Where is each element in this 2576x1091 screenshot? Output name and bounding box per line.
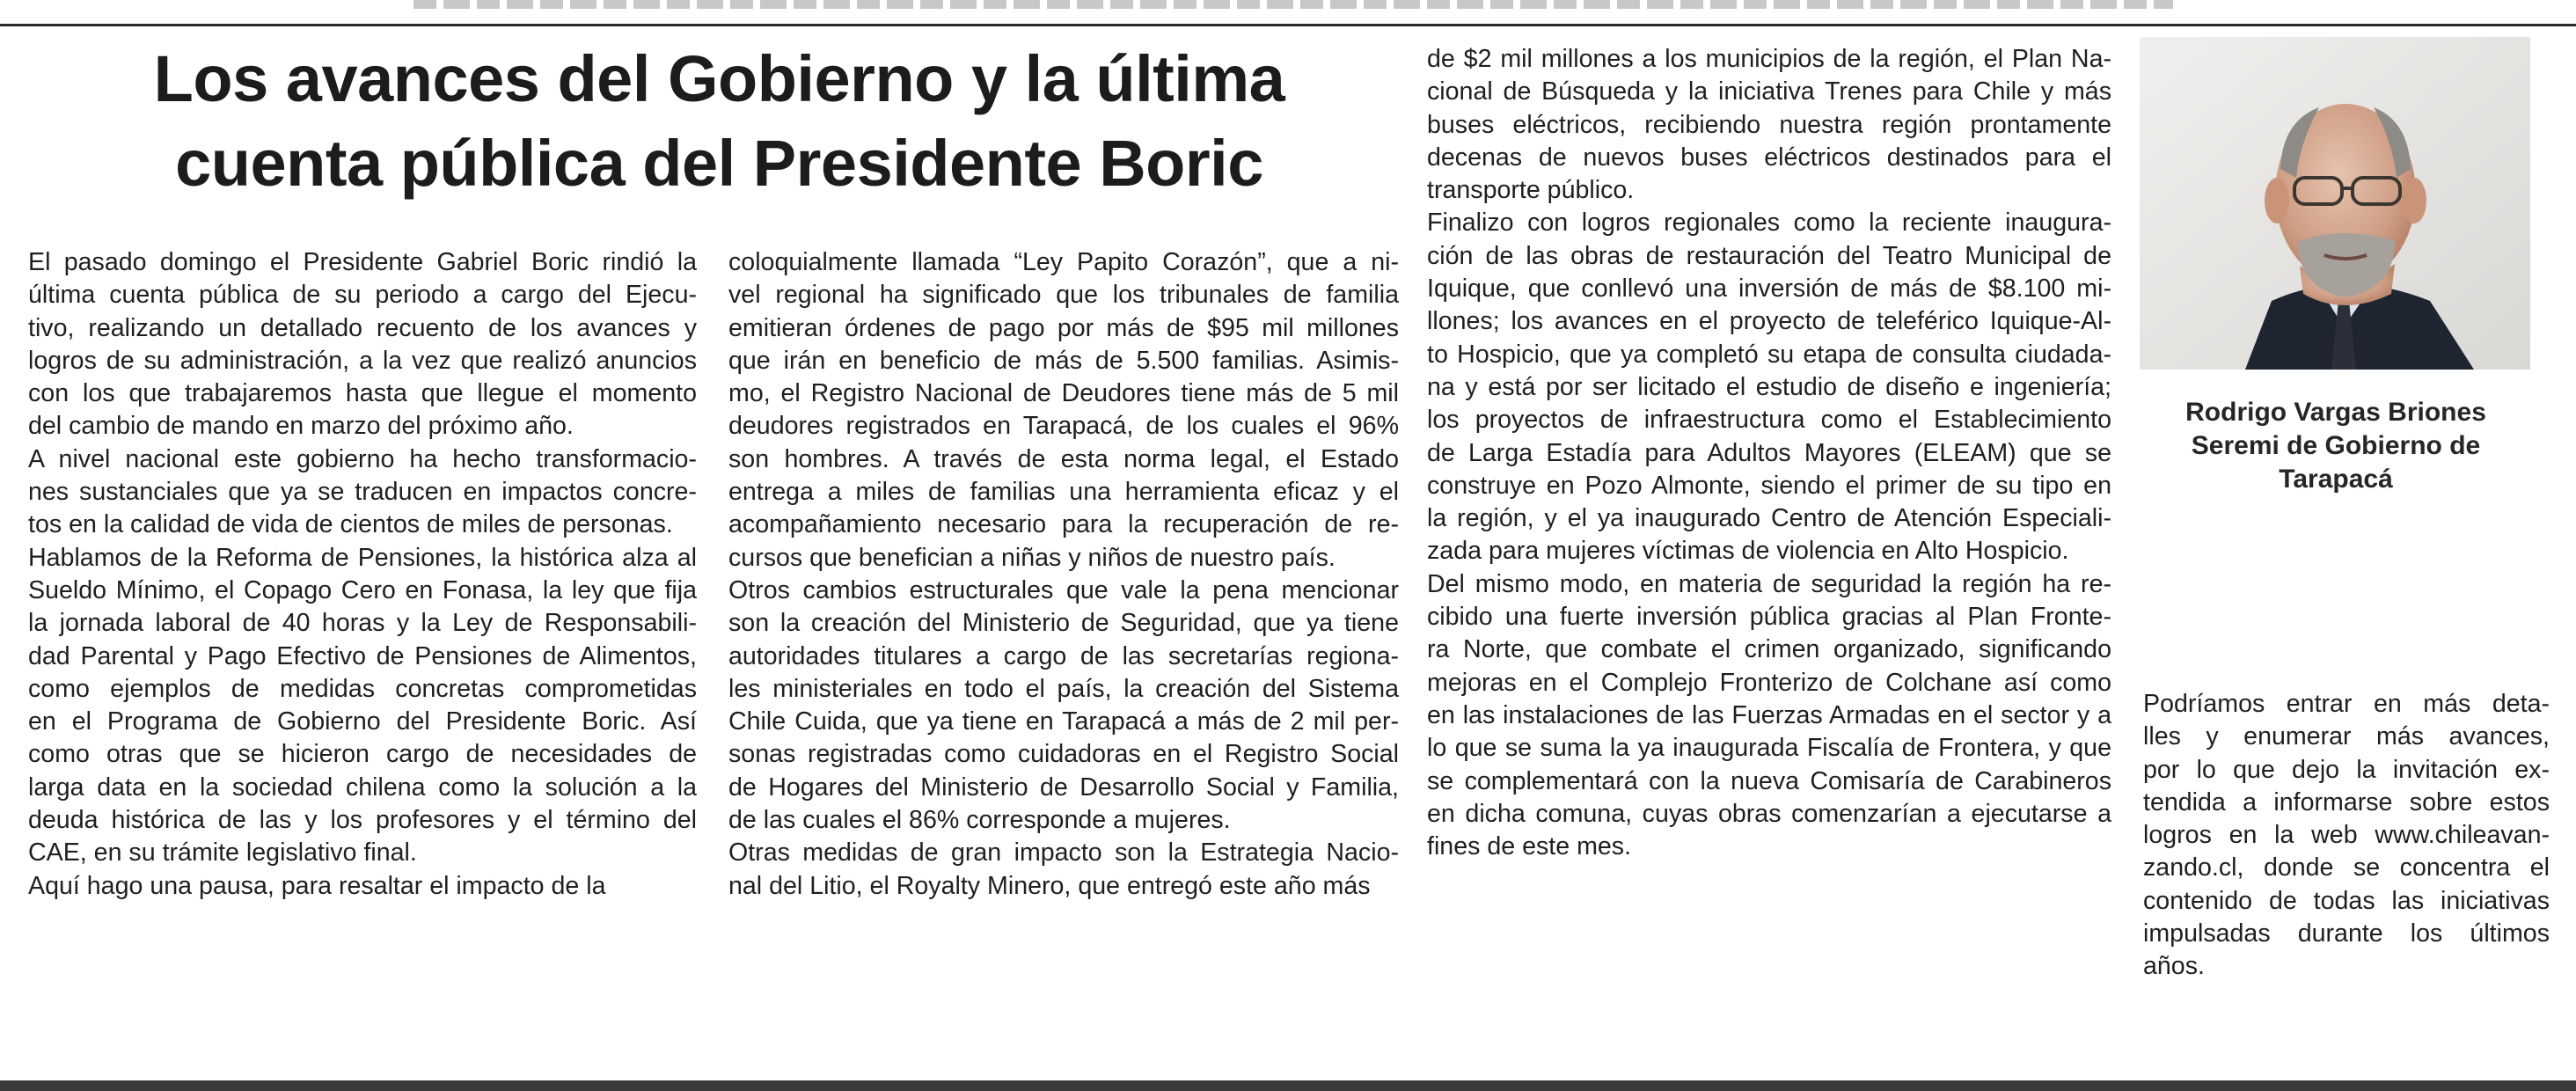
text-line: Del mismo modo, en materia de seguridad la región ha re- [1427, 569, 2111, 598]
text-line: logros de su administración, a la vez que realizó anuncios [28, 346, 697, 375]
text-line: decenas de nuevos buses eléctricos destinados para el [1427, 143, 2111, 172]
text-line: en las instalaciones de las Fuerzas Armadas en el sector y a [1427, 700, 2111, 729]
text-line: mo, el Registro Nacional de Deudores tiene más de 5 mil [728, 379, 1399, 408]
author-name: Rodrigo Vargas Briones [2185, 398, 2486, 427]
text-line: emitieran órdenes de pago por más de $95 mil millones [728, 313, 1399, 342]
text-line: fines de este mes. [1427, 832, 1632, 861]
text-line: zada para mujeres víctimas de violencia en Alto Hospicio. [1427, 537, 2069, 566]
text-line: años. [2143, 952, 2205, 981]
author-photo [2140, 37, 2530, 370]
text-line: to Hospicio, que ya completó su etapa de consulta ciudada- [1427, 340, 2111, 369]
text-line: contenido de todas las iniciativas [2143, 886, 2550, 915]
article-column-2 [728, 246, 1399, 903]
text-line: la región, y el ya inaugurado Centro de Atención Especiali- [1427, 504, 2111, 533]
text-line: de las cuales el 86% corresponde a mujeres. [728, 806, 1231, 835]
text-line: del cambio de mando en marzo del próximo año. [28, 412, 574, 441]
article-column-4 [2143, 688, 2550, 984]
text-line: construye en Pozo Almonte, siendo el primer de su tipo en [1427, 471, 2111, 500]
text-line: impulsadas durante los últimos [2143, 919, 2550, 948]
text-line: de Larga Estadía para Adultos Mayores (ELEAM) que se [1427, 438, 2111, 467]
author-caption [2133, 396, 2539, 496]
article-column-1 [28, 246, 697, 903]
author-title-line: Seremi de Gobierno de [2191, 431, 2481, 460]
text-line: la jornada laboral de 40 horas y la Ley de Responsabili- [28, 609, 697, 638]
text-line: son hombres. A través de esta norma legal, el Estado [728, 444, 1399, 473]
text-line: zando.cl, donde se concentra el [2143, 853, 2550, 882]
text-line: Hablamos de la Reforma de Pensiones, la histórica alza al [28, 543, 697, 572]
text-line: ra Norte, que combate el crimen organizado, significando [1427, 635, 2111, 664]
text-line: na y está por ser licitado el estudio de diseño e ingeniería; [1427, 372, 2111, 401]
text-line: de $2 mil millones a los municipios de la región, el Plan Na- [1427, 45, 2111, 73]
headline-line: Los avances del Gobierno y la última [153, 42, 1285, 115]
previous-page-text-strip [0, 0, 2576, 23]
text-line: vel regional ha significado que los tribunales de familia [728, 281, 1399, 310]
text-line: tos en la calidad de vida de cientos de miles de personas. [28, 510, 673, 539]
text-line: en el Programa de Gobierno del Presidente Boric. Así [28, 707, 697, 736]
text-line: Otros cambios estructurales que vale la pena mencionar [728, 575, 1399, 604]
text-line: Aquí hago una pausa, para resaltar el impacto de la [28, 871, 606, 900]
text-line: tivo, realizando un detallado recuento de los avances y [28, 313, 697, 342]
author-title-line: Tarapacá [2279, 465, 2393, 494]
text-line: autoridades titulares a cargo de las secretarías regiona- [728, 641, 1399, 670]
text-line: los proyectos de infraestructura como el Establecimiento [1427, 406, 2111, 435]
text-line: buses eléctricos, recibiendo nuestra región prontamente [1427, 110, 2111, 139]
text-line: nal del Litio, el Royalty Minero, que entregó este año más [728, 871, 1371, 900]
text-line: les ministeriales en todo el país, la creación del Sistema [728, 674, 1399, 703]
text-line: cional de Búsqueda y la iniciativa Trenes para Chile y más [1427, 77, 2111, 106]
text-line: logros en la web www.chileavan- [2143, 821, 2550, 850]
text-line: Podríamos entrar en más deta- [2143, 690, 2550, 718]
text-line: como otras que se hicieron cargo de necesidades de [28, 740, 697, 769]
text-line: deudores registrados en Tarapacá, de los cuales el 96% [728, 412, 1399, 441]
text-line: Finalizo con logros regionales como la reciente inaugura- [1427, 209, 2111, 238]
text-line: en dicha comuna, cuyas obras comenzarían a ejecutarse a [1427, 799, 2111, 828]
text-line: lles y enumerar más avances, [2143, 722, 2550, 751]
text-line: coloquialmente llamada “Ley Papito Corazón”, que a ni- [728, 248, 1399, 276]
top-rule [0, 24, 2576, 26]
text-line: de Hogares del Ministerio de Desarrollo Social y Familia, [728, 772, 1399, 802]
text-line: Sueldo Mínimo, el Copago Cero en Fonasa, la ley que fija [28, 575, 697, 604]
text-line: CAE, en su trámite legislativo final. [28, 838, 417, 868]
text-line: mejoras en el Complejo Fronterizo de Colchane así como [1427, 668, 2111, 697]
text-line: ción de las obras de restauración del Teatro Municipal de [1427, 241, 2111, 270]
text-line: entrega a miles de familias una herramienta eficaz y el [728, 478, 1399, 507]
text-line: deuda histórica de las y los profesores y el término del [28, 806, 697, 835]
text-line: Iquique, que conllevó una inversión de más de $8.100 mi- [1427, 275, 2111, 304]
text-line: dad Parental y Pago Efectivo de Pensiones de Alimentos, [28, 641, 697, 670]
text-line: cursos que benefician a niñas y niños de nuestro país. [728, 543, 1336, 572]
text-line: por lo que dejo la invitación ex- [2143, 755, 2550, 784]
text-line: larga data en la sociedad chilena como la solución a la [28, 772, 697, 802]
headline [26, 37, 1412, 206]
text-line: que irán en beneficio de más de 5.500 familias. Asimis- [728, 346, 1399, 375]
text-line: se complementará con la nueva Comisaría de Carabineros [1427, 766, 2111, 795]
text-line: sonas registradas como cuidadoras en el Registro Social [728, 740, 1399, 769]
text-line: Chile Cuida, que ya tiene en Tarapacá a más de 2 mil per- [728, 707, 1399, 736]
text-line: como ejemplos de medidas concretas comprometidas [28, 674, 697, 703]
text-line: Otras medidas de gran impacto son la Estrategia Nacio- [728, 838, 1399, 868]
text-line: acompañamiento necesario para la recuperación de re- [728, 510, 1399, 539]
text-line: cibido una fuerte inversión pública gracias al Plan Fronte- [1427, 603, 2111, 632]
text-line: El pasado domingo el Presidente Gabriel Boric rindió la [28, 248, 697, 276]
text-line: A nivel nacional este gobierno ha hecho transformacio- [28, 444, 697, 473]
text-line: lo que se suma la ya inaugurada Fiscalía de Frontera, y que [1427, 734, 2111, 763]
text-line: nes sustanciales que ya se traducen en impactos concre- [28, 478, 697, 507]
text-line: son la creación del Ministerio de Seguridad, que ya tiene [728, 609, 1399, 638]
article-column-3 [1427, 43, 2111, 863]
headline-line: cuenta pública del Presidente Boric [175, 127, 1263, 200]
text-line: con los que trabajaremos hasta que llegue el momento [28, 379, 697, 408]
bottom-rule [0, 1080, 2576, 1091]
text-line: tendida a informarse sobre estos [2143, 787, 2550, 816]
text-line: última cuenta pública de su periodo a cargo del Ejecu- [28, 281, 697, 310]
text-line: llones; los avances en el proyecto de teleférico Iquique-Al- [1427, 307, 2111, 336]
text-line: transporte público. [1427, 176, 1635, 205]
